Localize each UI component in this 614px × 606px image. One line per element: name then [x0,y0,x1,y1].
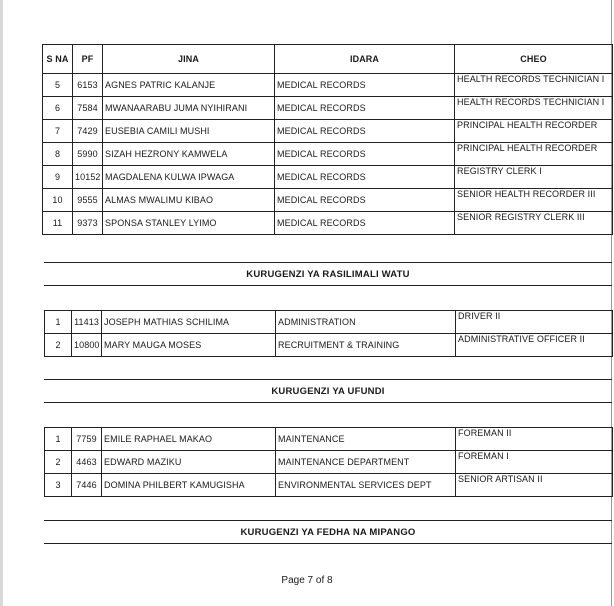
header-pf: PF [73,45,103,74]
cell-cheo: SENIOR HEALTH RECORDER III [455,189,613,212]
staff-table-ufundi [44,427,613,497]
cell-cheo: PRINCIPAL HEALTH RECORDER [455,143,613,166]
cell-sn: 11 [43,212,73,235]
cell-pf: 10800 [72,334,102,357]
section-heading-fedha-na-mipango: KURUGENZI YA FEDHA NA MIPANGO [44,520,612,544]
cell-sn: 7 [43,120,73,143]
table-row [43,120,613,143]
cell-cheo: HEALTH RECORDS TECHNICIAN I [455,74,613,97]
table-row [45,451,613,474]
header-sn: S NA [43,45,73,74]
cell-jina: MWANAARABU JUMA NYIHIRANI [103,97,275,120]
cell-cheo: SENIOR ARTISAN II [456,474,613,497]
cell-jina: MARY MAUGA MOSES [102,334,276,357]
table-row [43,74,613,97]
cell-pf: 5990 [73,143,103,166]
cell-jina: JOSEPH MATHIAS SCHILIMA [102,311,276,334]
cell-sn: 3 [45,474,72,497]
table-row [43,143,613,166]
cell-cheo: FOREMAN II [456,428,613,451]
table-row [43,97,613,120]
header-jina: JINA [103,45,275,74]
cell-pf: 6153 [73,74,103,97]
cell-sn: 1 [45,311,72,334]
cell-cheo: DRIVER II [456,311,613,334]
cell-pf: 7446 [72,474,102,497]
table-row [45,428,613,451]
cell-idara: RECRUITMENT & TRAINING [276,334,456,357]
cell-pf: 4463 [72,451,102,474]
cell-idara: MAINTENANCE [276,428,456,451]
cell-pf: 9555 [73,189,103,212]
cell-jina: ALMAS MWALIMU KIBAO [103,189,275,212]
cell-sn: 10 [43,189,73,212]
table-row [45,334,613,357]
cell-jina: DOMINA PHILBERT KAMUGISHA [102,474,276,497]
page-number: Page 7 of 8 [281,575,333,586]
cell-pf: 9373 [73,212,103,235]
staff-table-rasilimali-watu [44,310,613,357]
cell-jina: EDWARD MAZIKU [102,451,276,474]
cell-sn: 6 [43,97,73,120]
cell-cheo: FOREMAN I [456,451,613,474]
table-header-row [43,45,613,74]
cell-jina: SPONSA STANLEY LYIMO [103,212,275,235]
cell-idara: MEDICAL RECORDS [275,74,455,97]
cell-cheo: PRINCIPAL HEALTH RECORDER [455,120,613,143]
cell-sn: 8 [43,143,73,166]
table-row [45,311,613,334]
cell-pf: 10152 [73,166,103,189]
table-row [43,166,613,189]
cell-idara: ADMINISTRATION [276,311,456,334]
section-heading-ufundi: KURUGENZI YA UFUNDI [44,379,612,403]
cell-idara: MEDICAL RECORDS [275,97,455,120]
cell-pf: 7759 [72,428,102,451]
cell-pf: 7584 [73,97,103,120]
cell-jina: EUSEBIA CAMILI MUSHI [103,120,275,143]
cell-idara: MEDICAL RECORDS [275,120,455,143]
cell-sn: 5 [43,74,73,97]
cell-jina: EMILE RAPHAEL MAKAO [102,428,276,451]
cell-idara: MEDICAL RECORDS [275,166,455,189]
cell-cheo: ADMINISTRATIVE OFFICER II [456,334,613,357]
header-cheo: CHEO [455,45,613,74]
staff-table-main [42,44,613,235]
cell-sn: 2 [45,334,72,357]
cell-idara: MEDICAL RECORDS [275,189,455,212]
table-row [45,474,613,497]
cell-cheo: HEALTH RECORDS TECHNICIAN I [455,97,613,120]
cell-jina: AGNES PATRIC KALANJE [103,74,275,97]
table-row [43,212,613,235]
cell-pf: 7429 [73,120,103,143]
cell-cheo: SENIOR REGISTRY CLERK III [455,212,613,235]
cell-jina: MAGDALENA KULWA IPWAGA [103,166,275,189]
table-row [43,189,613,212]
cell-jina: SIZAH HEZRONY KAMWELA [103,143,275,166]
cell-idara: MEDICAL RECORDS [275,212,455,235]
cell-sn: 1 [45,428,72,451]
cell-idara: MEDICAL RECORDS [275,143,455,166]
cell-sn: 9 [43,166,73,189]
cell-cheo: REGISTRY CLERK I [455,166,613,189]
header-idara: IDARA [275,45,455,74]
cell-sn: 2 [45,451,72,474]
cell-idara: MAINTENANCE DEPARTMENT [276,451,456,474]
section-heading-rasilimali-watu: KURUGENZI YA RASILIMALI WATU [44,262,612,286]
cell-idara: ENVIRONMENTAL SERVICES DEPT [276,474,456,497]
cell-pf: 11413 [72,311,102,334]
page-edge-left [0,0,3,606]
